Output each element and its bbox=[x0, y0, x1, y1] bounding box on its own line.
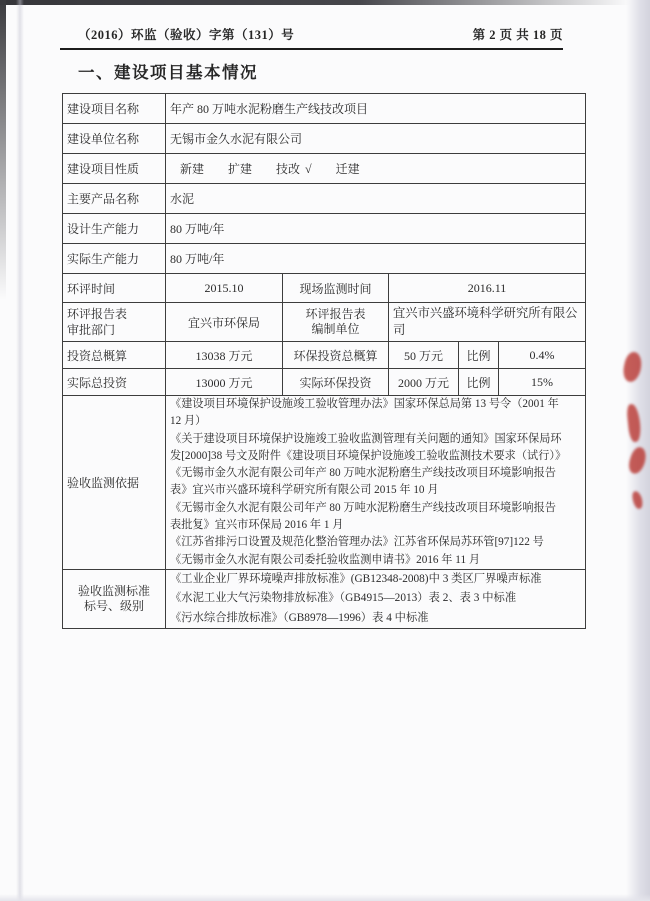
project-info-table bbox=[62, 93, 586, 629]
env-budget-label: 环保投资总概算 bbox=[283, 342, 389, 369]
invest-ratio-label: 比例 bbox=[459, 369, 499, 396]
table-row bbox=[63, 396, 586, 570]
eia-approve-dept-value: 宜兴市环保局 bbox=[166, 303, 283, 342]
doc-number: （2016）环监（验收）字第（131）号 bbox=[78, 28, 295, 42]
table-row bbox=[63, 214, 586, 244]
project-name-value: 年产 80 万吨水泥粉磨生产线技改项目 bbox=[166, 94, 586, 124]
eia-time-label: 环评时间 bbox=[63, 274, 166, 303]
checkmark-icon: √ bbox=[305, 162, 312, 176]
table-row bbox=[63, 274, 586, 303]
monitor-basis-label: 验收监测依据 bbox=[63, 396, 166, 570]
eia-compile-unit-value: 宜兴市兴盛环境科学研究所有限公司 bbox=[389, 303, 586, 342]
actual-invest-label: 实际总投资 bbox=[63, 369, 166, 396]
page-indicator: 第 2 页 共 18 页 bbox=[472, 28, 563, 42]
table-row bbox=[63, 244, 586, 274]
option-relocate: 迁建 bbox=[335, 162, 360, 176]
budget-ratio-value: 0.4% bbox=[499, 342, 586, 369]
table-row bbox=[63, 303, 586, 342]
page-bottom-edge-shadow bbox=[0, 894, 650, 901]
monitor-basis-content: 《建设项目环境保护设施竣工验收管理办法》国家环保总局第 13 号令（2001 年 12 月） 《关于建设项目环境保护设施竣工验收监测管理有关问题的通知》国家环保局环 发[2000]38 号文及附件《建设项目环境保护设施竣工验收监测技术要求（试行）》 《无锡市金久水泥有限公司年产 80 万吨水泥粉磨生产线技改项目环境影响报告 表》宜兴市兴盛环境科学研究所有限公司 2015 年 10 月 《无锡市金久水泥有限公司年产 80 万吨水泥粉磨生产线技改项目环境影响报告 表批复》宜兴市环保局 2016 年 1 月 《江苏省排污口设置及规范化整治管理办法》江苏省环保局苏环管[97]122 号 《无锡市金久水泥有限公司委托验收监测申请书》2016 年 11 月 bbox=[166, 396, 586, 570]
main-product-value: 水泥 bbox=[166, 184, 586, 214]
env-budget-value: 50 万元 bbox=[389, 342, 459, 369]
site-monitor-time-label: 现场监测时间 bbox=[283, 274, 389, 303]
project-nature-options bbox=[170, 160, 581, 177]
page-fold-line bbox=[16, 0, 24, 901]
actual-invest-value: 13000 万元 bbox=[166, 369, 283, 396]
monitor-standard-content: 《工业企业厂界环境噪声排放标准》(GB12348-2008)中 3 类区厂界噪声标准 《水泥工业大气污染物排放标准》（GB4915—2013）表 2、表 3 中标准 《污水综合排放标准》（GB8978—1996）表 4 中标准 bbox=[166, 569, 586, 629]
budget-ratio-label: 比例 bbox=[459, 342, 499, 369]
actual-capacity-label: 实际生产能力 bbox=[63, 244, 166, 274]
eia-compile-unit-label: 环评报告表 编制单位 bbox=[283, 303, 389, 342]
option-new: 新建 bbox=[180, 162, 205, 176]
option-expand: 扩建 bbox=[228, 162, 253, 176]
eia-time-value: 2015.10 bbox=[166, 274, 283, 303]
invest-ratio-value: 15% bbox=[499, 369, 586, 396]
table-row bbox=[63, 184, 586, 214]
actual-env-invest-value: 2000 万元 bbox=[389, 369, 459, 396]
monitor-standard-label: 验收监测标准 标号、级别 bbox=[63, 569, 166, 629]
option-retrofit: 技改 √ bbox=[276, 162, 312, 176]
budget-label: 投资总概算 bbox=[63, 342, 166, 369]
table-row bbox=[63, 342, 586, 369]
project-nature-label: 建设项目性质 bbox=[63, 154, 166, 184]
site-monitor-time-value: 2016.11 bbox=[389, 274, 586, 303]
builder-name-label: 建设单位名称 bbox=[63, 124, 166, 154]
scan-left-edge bbox=[0, 0, 6, 300]
table-row bbox=[63, 569, 586, 629]
actual-env-invest-label: 实际环保投资 bbox=[283, 369, 389, 396]
table-row bbox=[63, 369, 586, 396]
actual-capacity-value: 80 万吨/年 bbox=[166, 244, 586, 274]
table-row bbox=[63, 154, 586, 184]
builder-name-value: 无锡市金久水泥有限公司 bbox=[166, 124, 586, 154]
scan-top-edge bbox=[0, 0, 650, 5]
page-header bbox=[60, 25, 563, 50]
table-row bbox=[63, 124, 586, 154]
table-row bbox=[63, 94, 586, 124]
budget-value: 13038 万元 bbox=[166, 342, 283, 369]
main-product-label: 主要产品名称 bbox=[63, 184, 166, 214]
design-capacity-value: 80 万吨/年 bbox=[166, 214, 586, 244]
design-capacity-label: 设计生产能力 bbox=[63, 214, 166, 244]
section-title: 一、建设项目基本情况 bbox=[78, 63, 258, 82]
eia-approve-dept-label: 环评报告表 审批部门 bbox=[63, 303, 166, 342]
project-name-label: 建设项目名称 bbox=[63, 94, 166, 124]
